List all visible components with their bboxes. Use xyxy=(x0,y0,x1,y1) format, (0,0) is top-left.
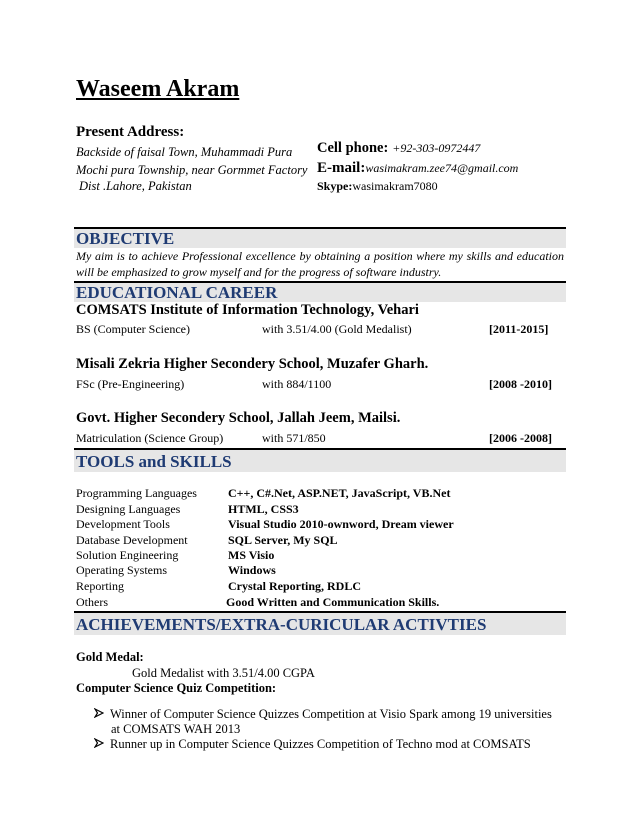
email-label: E-mail: xyxy=(317,160,366,176)
candidate-name: Waseem Akram xyxy=(76,76,240,102)
tool-label: Reporting xyxy=(76,579,124,593)
years: [2008 -2010] xyxy=(489,377,552,391)
achievement-bullet xyxy=(94,707,552,722)
achievement-text-cont: at COMSATS WAH 2013 xyxy=(111,722,241,736)
tool-label: Programming Languages xyxy=(76,486,197,500)
achievement-text: Winner of Computer Science Quizzes Competition at Visio Spark among 19 universities xyxy=(110,707,552,721)
tool-label: Operating Systems xyxy=(76,563,167,577)
years: [2006 -2008] xyxy=(489,431,552,445)
tool-value: Visual Studio 2010-ownword, Dream viewer xyxy=(228,517,454,531)
education-heading: EDUCATIONAL CAREER xyxy=(74,281,566,302)
years: [2011-2015] xyxy=(489,322,549,336)
address-line-3: Dist .Lahore, Pakistan xyxy=(79,179,192,193)
skype xyxy=(317,179,438,194)
email-value: wasimakram.zee74@gmail.com xyxy=(365,161,519,175)
gold-medal-text: Gold Medalist with 3.51/4.00 CGPA xyxy=(132,666,315,680)
achievement-text: Runner up in Computer Science Quizzes Competition of Techno mod at COMSATS xyxy=(110,737,531,751)
skype-value: wasimakram7080 xyxy=(352,179,438,193)
result: with 884/1100 xyxy=(262,377,332,391)
result: with 571/850 xyxy=(262,431,326,445)
arrow-bullet-icon xyxy=(94,737,110,752)
cell-phone xyxy=(317,139,480,157)
tool-label: Designing Languages xyxy=(76,502,181,516)
objective-heading: OBJECTIVE xyxy=(74,227,566,248)
tool-value: Good Written and Communication Skills. xyxy=(226,595,440,609)
cell-phone-label: Cell phone: xyxy=(317,140,389,156)
tool-value: MS Visio xyxy=(228,548,275,562)
email xyxy=(317,159,518,177)
tool-value: C++, C#.Net, ASP.NET, JavaScript, VB.Net xyxy=(228,486,451,500)
tool-label: Solution Engineering xyxy=(76,548,179,562)
address-heading: Present Address: xyxy=(76,124,185,140)
tool-label: Others xyxy=(76,595,108,609)
school-name: Govt. Higher Secondery School, Jallah Jeem, Mailsi. xyxy=(76,410,401,426)
tool-value: SQL Server, My SQL xyxy=(228,533,338,547)
achievement-bullet xyxy=(94,737,531,752)
result: with 3.51/4.00 (Gold Medalist) xyxy=(262,322,412,336)
degree: BS (Computer Science) xyxy=(76,322,190,336)
objective-text: My aim is to achieve Professional excellence by obtaining a position where my skills and education will be emphasized to grow myself and for the progress of software industry. xyxy=(76,249,564,279)
gold-medal-heading: Gold Medal: xyxy=(76,650,144,664)
tools-heading: TOOLS and SKILLS xyxy=(74,448,566,472)
school-name: COMSATS Institute of Information Technology, Vehari xyxy=(76,302,419,318)
tool-value: Windows xyxy=(228,563,276,577)
skype-label: Skype: xyxy=(317,179,353,193)
quiz-heading: Computer Science Quiz Competition: xyxy=(76,681,277,695)
address-line-2: Mochi pura Township, near Gormmet Factory xyxy=(76,163,308,177)
address-line-1: Backside of faisal Town, Muhammadi Pura xyxy=(76,145,293,159)
tool-value: HTML, CSS3 xyxy=(228,502,299,516)
degree: Matriculation (Science Group) xyxy=(76,431,224,445)
degree: FSc (Pre-Engineering) xyxy=(76,377,185,391)
achievements-heading: ACHIEVEMENTS/EXTRA-CURICULAR ACTIVTIES xyxy=(74,611,566,635)
arrow-bullet-icon xyxy=(94,707,110,722)
tool-label: Development Tools xyxy=(76,517,170,531)
cell-phone-value: +92-303-0972447 xyxy=(392,141,481,155)
tool-label: Database Development xyxy=(76,533,188,547)
tool-value: Crystal Reporting, RDLC xyxy=(228,579,361,593)
school-name: Misali Zekria Higher Secondery School, Muzafer Gharh. xyxy=(76,356,429,372)
